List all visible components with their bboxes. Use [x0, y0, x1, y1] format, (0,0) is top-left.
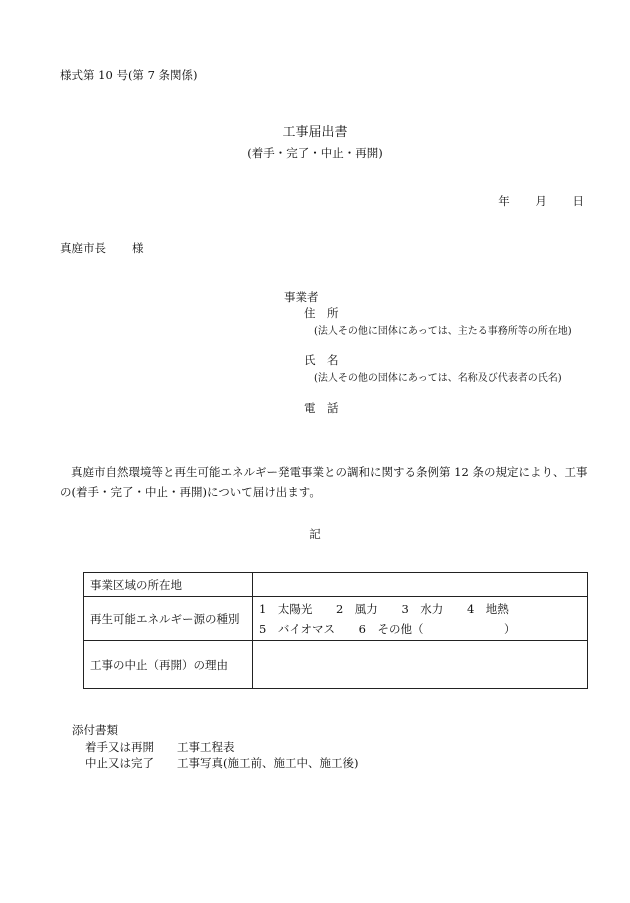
- attachment-item: [85, 755, 358, 771]
- date-year: 年: [498, 194, 510, 208]
- addressee-honorific: 様: [132, 241, 144, 255]
- addressee-name: 真庭市長: [60, 241, 106, 255]
- location-value[interactable]: [253, 573, 588, 597]
- attachment-when: 中止又は完了: [85, 756, 154, 770]
- body-text: 真庭市自然環境等と再生可能エネルギー発電事業との調和に関する条例第 12 条の規定により、工事の(着手・完了・中止・再開)について届け出ます。: [60, 465, 588, 499]
- energy-types: [253, 597, 588, 641]
- table-row: [84, 597, 588, 641]
- address-label: 住 所: [304, 306, 339, 320]
- name-label: 氏 名: [304, 353, 339, 367]
- attachment-when: 着手又は再開: [85, 740, 154, 754]
- location-label: 事業区域の所在地: [84, 573, 253, 597]
- form-number: 様式第 10 号(第 7 条関係): [60, 68, 198, 82]
- energy-type-option[interactable]: 6 その他（ ）: [358, 621, 516, 636]
- energy-types-line-2: [259, 619, 581, 639]
- table-row: [84, 641, 588, 689]
- energy-type-option[interactable]: 2 風力: [335, 601, 378, 616]
- date-month: 月: [535, 194, 547, 208]
- detail-table: [83, 572, 588, 689]
- energy-type-option[interactable]: 1 太陽光: [259, 601, 313, 616]
- energy-type-option[interactable]: 5 バイオマス: [259, 621, 335, 636]
- energy-label: 再生可能エネルギー源の種別: [84, 597, 253, 641]
- applicant-heading: 事業者: [284, 290, 319, 304]
- name-note: (法人その他の団体にあっては、名称及び代表者の氏名): [314, 373, 562, 384]
- reason-label: 工事の中止（再開）の理由: [84, 641, 253, 689]
- energy-type-option[interactable]: 4 地熱: [466, 601, 509, 616]
- table-row: [84, 573, 588, 597]
- ki-heading: 記: [309, 527, 321, 541]
- attachment-item: [85, 739, 235, 755]
- attachment-doc: 工事写真(施工前、施工中、施工後): [177, 756, 359, 770]
- document-subtitle: (着手・完了・中止・再開): [247, 146, 383, 160]
- date-line: [476, 193, 584, 209]
- address-note: (法人その他に団体にあっては、主たる事務所等の所在地): [314, 326, 572, 337]
- energy-type-option[interactable]: 3 水力: [401, 601, 444, 616]
- attachments-title: 添付書類: [72, 723, 118, 737]
- addressee: [60, 240, 144, 256]
- phone-label: 電 話: [304, 401, 339, 415]
- attachment-doc: 工事工程表: [177, 740, 235, 754]
- document-title: 工事届出書: [282, 125, 348, 140]
- energy-types-line-1: [259, 599, 581, 619]
- date-day: 日: [572, 194, 584, 208]
- reason-value[interactable]: [253, 641, 588, 689]
